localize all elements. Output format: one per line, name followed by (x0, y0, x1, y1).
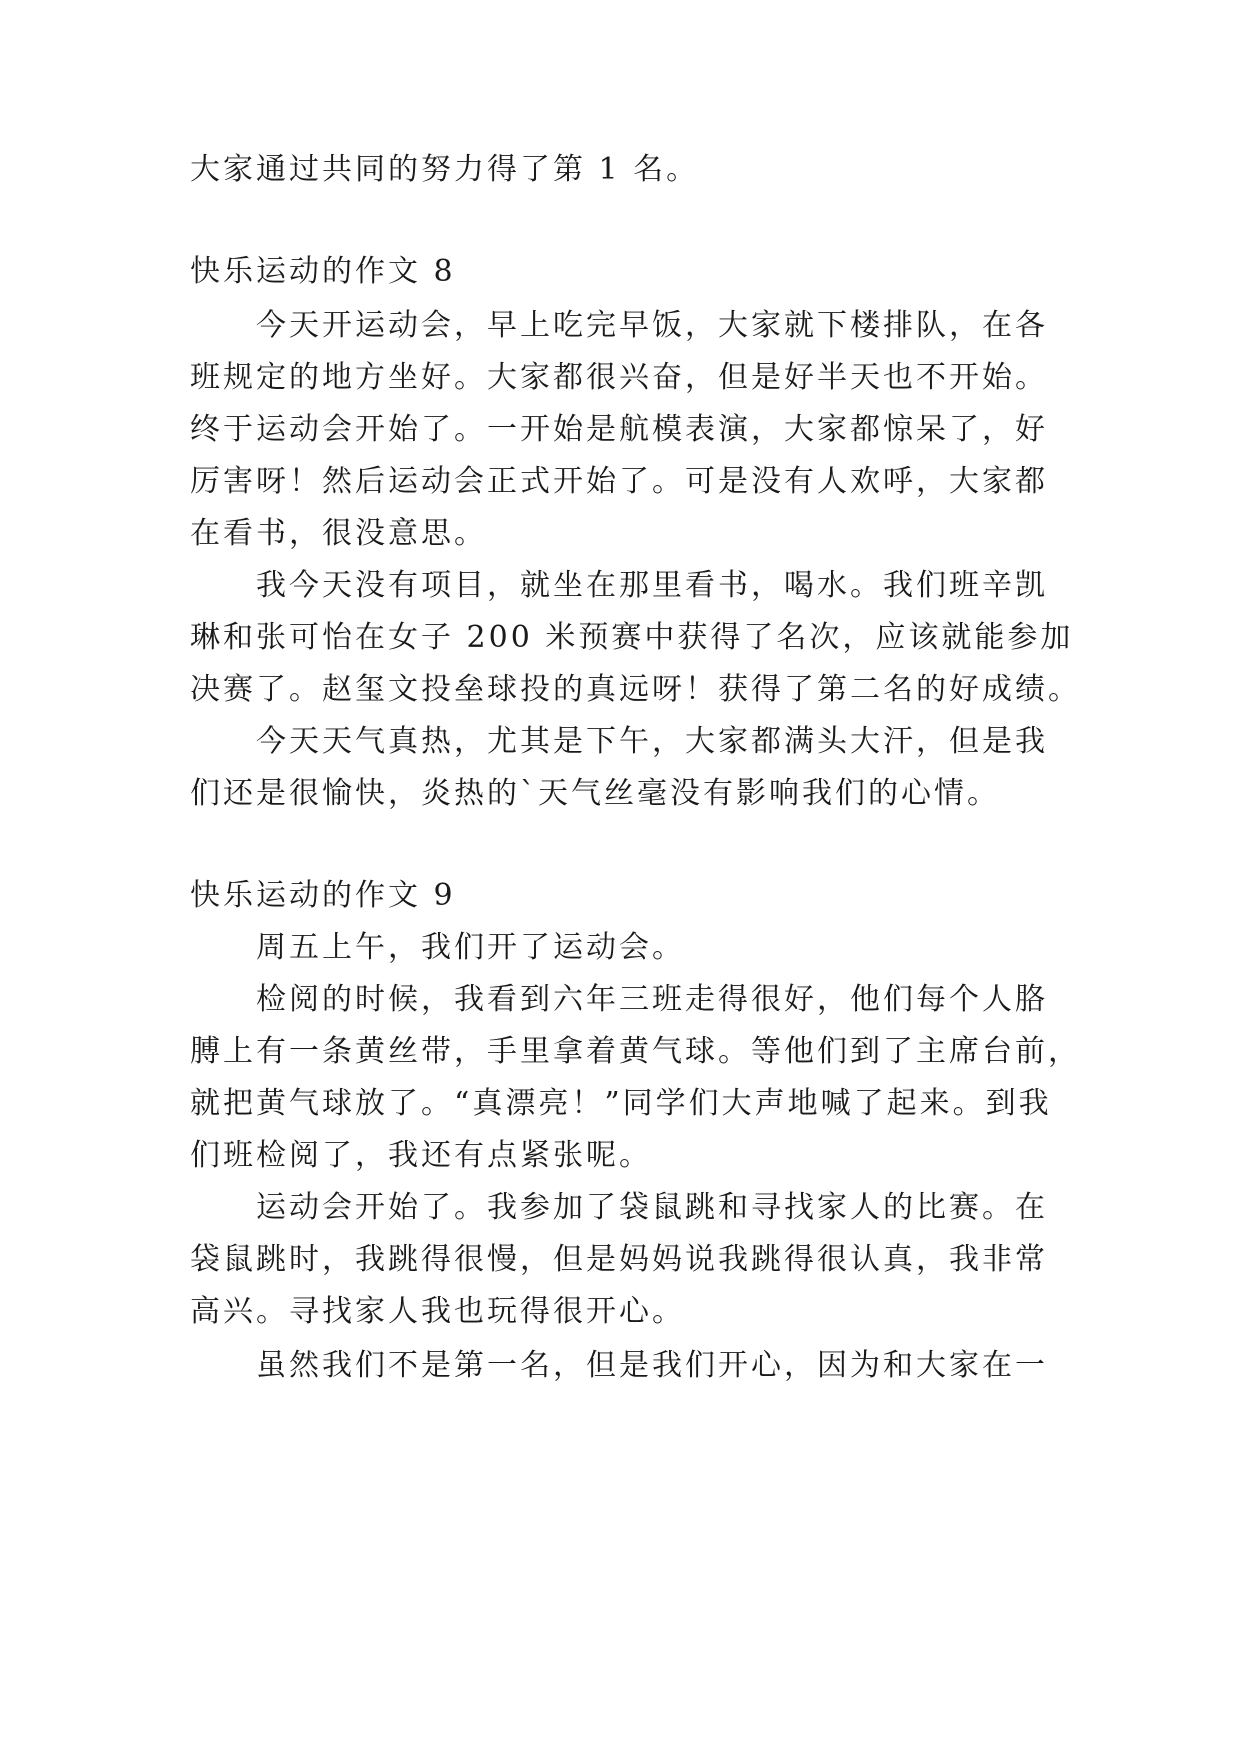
text-line: 厉害呀！然后运动会正式开始了。可是没有人欢呼，大家都 (190, 464, 1048, 499)
text-line: 袋鼠跳时，我跳得很慢，但是妈妈说我跳得很认真，我非常 (190, 1242, 1048, 1277)
text-line: 们班检阅了，我还有点紧张呢。 (190, 1138, 652, 1173)
text-line: 周五上午，我们开了运动会。 (256, 930, 685, 965)
text-line: 膊上有一条黄丝带，手里拿着黄气球。等他们到了主席台前， (190, 1034, 1081, 1069)
section-heading-9: 快乐运动的作文 9 (190, 878, 456, 913)
text-line: 终于运动会开始了。一开始是航模表演，大家都惊呆了，好 (190, 412, 1048, 447)
text-line: 运动会开始了。我参加了袋鼠跳和寻找家人的比赛。在 (256, 1190, 1048, 1225)
text-line: 我今天没有项目，就坐在那里看书，喝水。我们班辛凯 (256, 568, 1048, 603)
text-line: 大家通过共同的努力得了第 1 名。 (190, 152, 700, 187)
text-line: 今天天气真热，尤其是下午，大家都满头大汗，但是我 (256, 724, 1048, 759)
text-line: 高兴。寻找家人我也玩得很开心。 (190, 1294, 685, 1329)
text-line: 在看书，很没意思。 (190, 516, 487, 551)
text-line: 就把黄气球放了。“真漂亮！”同学们大声地喊了起来。到我 (190, 1086, 1052, 1121)
text-line: 们还是很愉快，炎热的`天气丝毫没有影响我们的心情。 (190, 776, 1000, 811)
text-line: 班规定的地方坐好。大家都很兴奋，但是好半天也不开始。 (190, 360, 1048, 395)
text-line: 决赛了。赵玺文投垒球投的真远呀！获得了第二名的好成绩。 (190, 672, 1081, 707)
text-line: 检阅的时候，我看到六年三班走得很好，他们每个人胳 (256, 982, 1048, 1017)
text-line: 今天开运动会，早上吃完早饭，大家就下楼排队，在各 (256, 308, 1048, 343)
text-line: 虽然我们不是第一名，但是我们开心，因为和大家在一 (256, 1348, 1048, 1383)
text-line: 琳和张可怡在女子 200 米预赛中获得了名次，应该就能参加 (190, 620, 1074, 655)
section-heading-8: 快乐运动的作文 8 (190, 254, 456, 289)
